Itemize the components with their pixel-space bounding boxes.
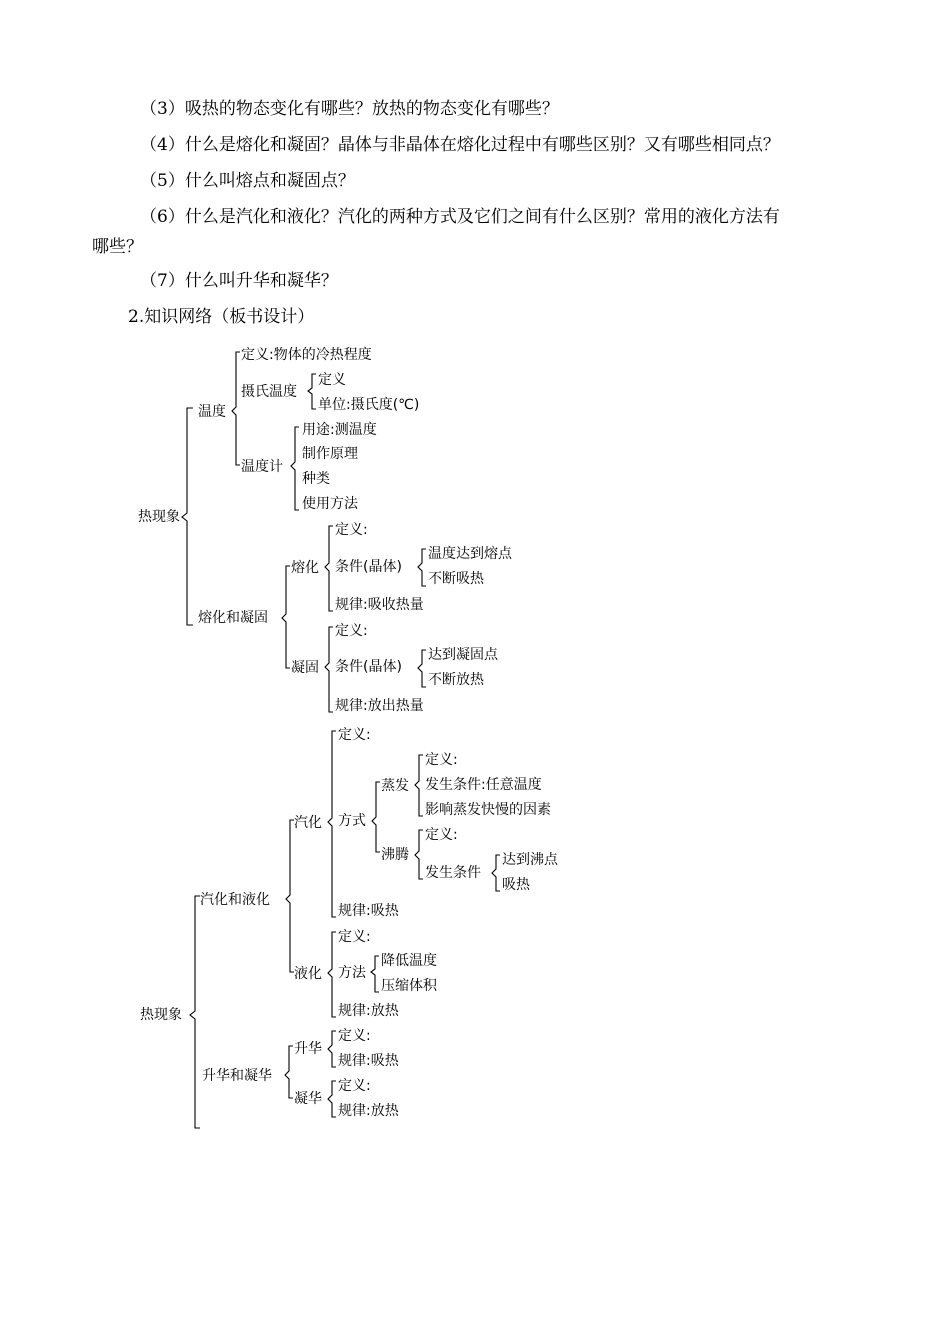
brace-temperature [232,352,240,465]
brace-melting-solidification [282,566,290,668]
brace-methods [371,956,379,992]
brace-melting-condition [418,549,426,586]
node-evaporation-factor: 影响蒸发快慢的因素 [425,802,551,818]
brace-evaporation [415,755,423,816]
node-melting-condition: 条件(晶体) [335,559,402,575]
question-3: （3）吸热的物态变化有哪些？放热的物态变化有哪些？ [140,99,559,119]
node-solidification-condition-1: 达到凝固点 [428,647,498,663]
node-deposition-definition: 定义: [338,1078,371,1094]
question-4: （4）什么是熔化和凝固？晶体与非晶体在熔化过程中有哪些区别？又有哪些相同点？ [140,135,780,155]
node-liquefaction-definition: 定义: [338,929,371,945]
brace-solidification [325,627,333,712]
node-melting-condition-2: 不断吸热 [428,571,484,587]
node-solidification-condition: 条件(晶体) [335,659,402,675]
question-6-line-1: （6）什么是汽化和液化？汽化的两种方式及它们之间有什么区别？常用的液化方法有 [140,207,780,227]
node-sublimation-definition: 定义: [338,1028,371,1044]
node-liquefaction-law: 规律:放热 [338,1003,399,1019]
brace-vaporization [328,731,336,917]
brace-liquefaction [328,932,336,1017]
node-boiling-condition-2: 吸热 [502,877,530,893]
brace-deposition [328,1081,336,1117]
node-solidification-definition: 定义: [335,623,368,639]
node-vaporization-law: 规律:吸热 [338,903,399,919]
node-vaporization-definition: 定义: [338,727,371,743]
tree-2-vaporization-sublimation [140,727,559,1128]
node-celsius-definition: 定义 [318,372,346,388]
section-title: 2.知识网络（板书设计） [128,307,315,327]
node-root-2: 热现象 [140,1007,182,1023]
brace-root-1 [182,408,193,625]
node-celsius-unit: 单位:摄氏度(℃) [318,397,420,413]
tree-1-temperature-melting [138,346,513,714]
node-vaporization-liquefaction: 汽化和液化 [200,892,270,908]
node-evaporation-definition: 定义: [425,752,458,768]
node-boiling-condition: 发生条件 [425,865,481,881]
node-solidification-condition-2: 不断放热 [428,672,484,688]
node-melting: 熔化 [291,560,319,576]
node-sublimation-deposition: 升华和凝华 [202,1068,272,1084]
node-sublimation-law: 规律:吸热 [338,1053,399,1069]
brace-celsius [308,374,316,409]
node-thermometer-use: 用途:测温度 [302,422,377,438]
brace-ways [372,782,380,852]
node-root-1: 热现象 [138,509,180,525]
node-evaporation-condition: 发生条件:任意温度 [425,777,542,793]
node-melting-solidification: 熔化和凝固 [198,610,268,626]
node-boiling-condition-1: 达到沸点 [502,852,558,868]
question-7: （7）什么叫升华和凝华？ [140,271,338,291]
node-temperature: 温度 [198,404,226,420]
node-melting-condition-1: 温度达到熔点 [428,546,512,562]
node-deposition: 凝华 [294,1091,322,1107]
node-thermometer-method: 使用方法 [302,496,358,512]
brace-root-2 [190,896,200,1128]
node-liquefaction: 液化 [294,966,322,982]
brace-sublimation [328,1031,336,1067]
brace-solidification-condition [418,650,426,687]
node-solidification: 凝固 [291,660,319,676]
brace-thermometer [291,427,299,510]
node-sublimation: 升华 [294,1041,322,1057]
node-melting-law: 规律:吸收热量 [335,597,424,613]
node-melting-definition: 定义: [335,522,368,538]
node-boiling: 沸腾 [381,847,409,863]
question-5: （5）什么叫熔点和凝固点？ [140,171,355,191]
question-6-line-2: 哪些？ [92,237,143,257]
node-deposition-law: 规律:放热 [338,1103,399,1119]
brace-vaporization-liquefaction [286,820,294,972]
brace-sublimation-deposition [285,1046,293,1098]
node-thermometer: 温度计 [241,459,283,475]
node-methods: 方法 [338,965,366,981]
node-solidification-law: 规律:放出热量 [335,698,424,714]
node-boiling-definition: 定义: [425,827,458,843]
brace-boiling-condition [492,855,500,891]
node-thermometer-principle: 制作原理 [302,446,358,462]
node-method-2: 压缩体积 [381,978,437,994]
brace-melting [325,526,333,611]
node-thermometer-kind: 种类 [302,471,330,487]
node-method-1: 降低温度 [381,953,437,969]
node-ways: 方式 [338,813,366,829]
node-vaporization: 汽化 [294,815,322,831]
brace-boiling [415,830,423,879]
node-temperature-definition: 定义:物体的冷热程度 [241,347,372,363]
node-evaporation: 蒸发 [381,778,409,794]
node-celsius: 摄氏温度 [241,384,297,400]
